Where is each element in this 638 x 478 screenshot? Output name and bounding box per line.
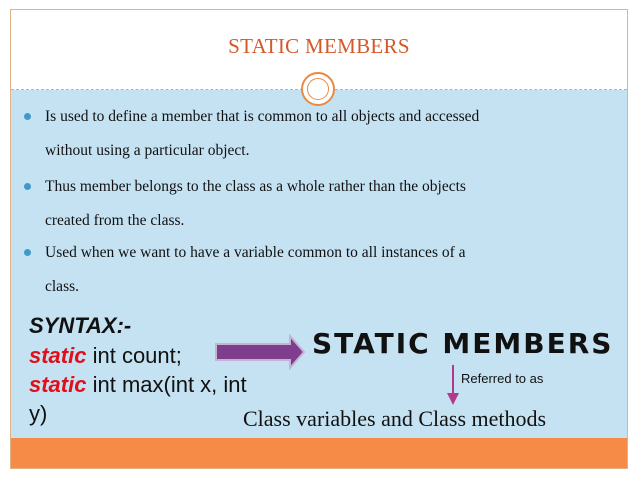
bullet-2-line-1: Thus member belongs to the class as a whole rather than the objects	[45, 178, 466, 195]
syntax-line-1-rest: int count;	[86, 343, 182, 368]
bullet-3-line-2: class.	[45, 278, 80, 295]
class-variables-methods-label: Class variables and Class methods	[243, 406, 547, 431]
syntax-heading: SYNTAX:-	[29, 313, 132, 338]
bullet-3-line-1: Used when we want to have a variable common to all instances of a	[45, 244, 466, 261]
referred-to-as-label: Referred to as	[461, 371, 544, 386]
right-arrow-icon	[216, 336, 304, 368]
slide-title: STATIC MEMBERS	[228, 34, 410, 58]
bullet-1-line-2: without using a particular object.	[45, 142, 250, 159]
syntax-line-2-rest: int max(int x, int	[86, 372, 247, 397]
static-keyword: static	[29, 372, 87, 397]
syntax-line-3: y)	[29, 401, 48, 426]
bullet-2-line-2: created from the class.	[45, 212, 185, 229]
static-members-label: STATIC MEMBERS	[312, 327, 614, 360]
static-keyword: static	[29, 343, 87, 368]
down-arrow-icon	[447, 393, 459, 405]
bullet-1-line-1: Is used to define a member that is common to all objects and accessed	[45, 108, 480, 125]
bottom-bar	[11, 438, 627, 468]
down-arrow-shaft	[452, 365, 454, 395]
